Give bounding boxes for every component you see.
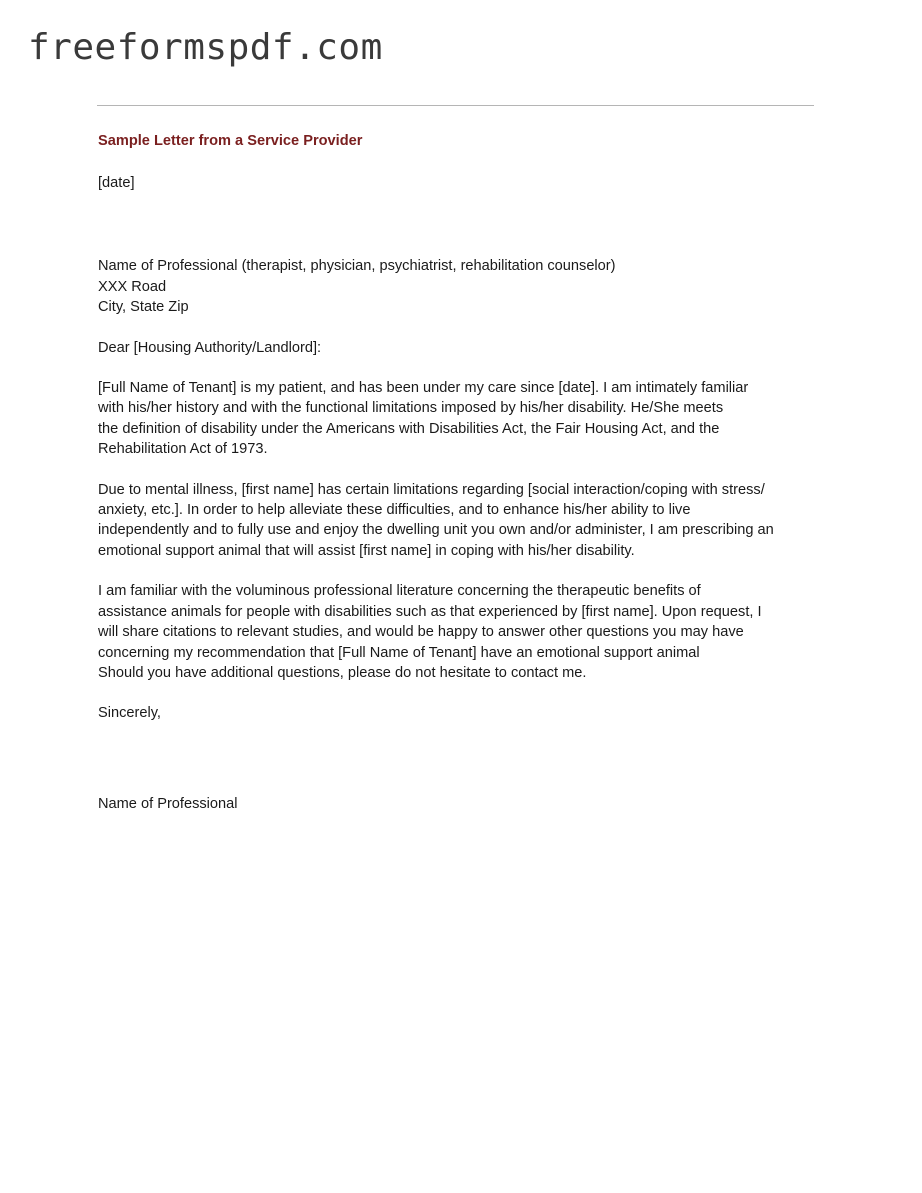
- recipient-address: Name of Professional (therapist, physician, psychiatrist, rehabilitation counselor) XXX Road City, State Zip: [98, 258, 616, 316]
- signature-name: Name of Professional: [98, 795, 238, 812]
- letter-body: [98, 130, 818, 814]
- letter-date: [date]: [98, 175, 135, 191]
- letter-closing: Sincerely,: [98, 705, 161, 722]
- letter-paragraph-1: [Full Name of Tenant] is my patient, and has been under my care since [date]. I am intimately familiar with his/her history and with the functional limitations imposed by his/her disability. He/She meets the definition of disability under the Americans with Disabilities Act, the Fair Housing Act, and the Rehabilitation Act of 1973.: [98, 380, 749, 458]
- letter-salutation: Dear [Housing Authority/Landlord]:: [98, 339, 322, 356]
- site-watermark: freeformspdf.com: [28, 27, 383, 68]
- header-divider: [97, 105, 814, 106]
- letter-title: Sample Letter from a Service Provider: [98, 133, 363, 149]
- letter-paragraph-3: I am familiar with the voluminous professional literature concerning the therapeutic benefits of assistance animals for people with disabilities such as that experienced by [first name]. Upon request, I will share citations to relevant studies, and would be happy to answer other questions you may have concerning my recommendation that [Full Name of Tenant] have an emotional support animal Should you have additional questions, please do not hesitate to contact me.: [98, 583, 762, 681]
- letter-paragraph-2: Due to mental illness, [first name] has certain limitations regarding [social interaction/coping with stress/ anxiety, etc.]. In order to help alleviate these difficulties, and to enhance his/her ability to live independently and to fully use and enjoy the dwelling unit you own and/or administer, I am prescribing an emotional support animal that will assist [first name] in coping with his/her disability.: [98, 481, 774, 559]
